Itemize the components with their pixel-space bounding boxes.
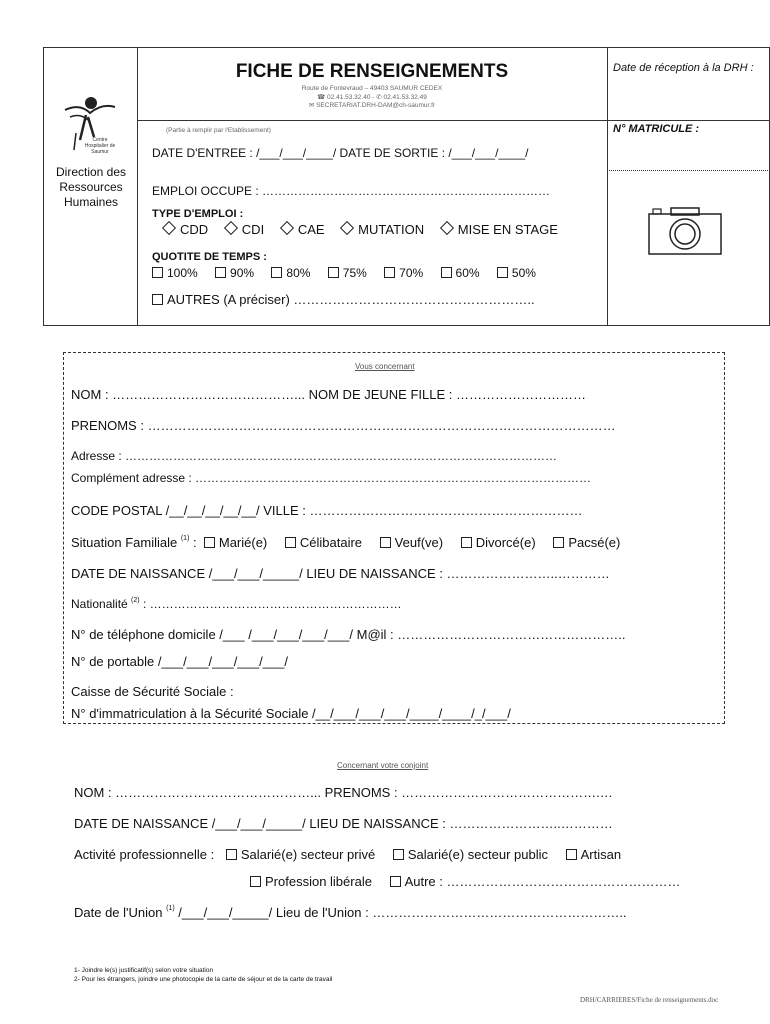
prenoms-field[interactable]: PRENOMS : ……………………………………………………………………………………………… (71, 418, 616, 433)
entry-exit-dates: DATE D'ENTREE : /___/___/____/ DATE DE SORTIE : /___/___/____/ (152, 146, 529, 160)
conjoint-naissance[interactable]: DATE DE NAISSANCE /___/___/_____/ LIEU DE NAISSANCE : ……………………..………… (74, 816, 613, 831)
checkbox-icon (328, 267, 339, 278)
quotite-options (152, 266, 550, 280)
situation-divorce[interactable]: Divorcé(e) (461, 535, 536, 550)
type-option-cdd[interactable]: CDD (164, 222, 208, 237)
checkbox-icon (497, 267, 508, 278)
type-emploi-label: TYPE D'EMPLOI : (152, 208, 244, 220)
portable-field[interactable]: N° de portable /___/___/___/___/___/ (71, 654, 288, 669)
quotite-70[interactable]: 70% (384, 266, 423, 280)
checkbox-icon (152, 294, 163, 305)
checkbox-icon (393, 849, 404, 860)
page-title: FICHE DE RENSEIGNEMENTS (235, 61, 509, 82)
checkbox-icon (461, 537, 472, 548)
diamond-icon (280, 221, 294, 235)
checkbox-icon (250, 876, 261, 887)
footnote-2: 2- Pour les étrangers, joindre une photocopie de la carte de séjour et de la carte de travail (74, 976, 333, 983)
footnote-ref: (1) (180, 535, 190, 542)
nationalite-field[interactable] (71, 597, 402, 611)
situation-celibataire[interactable]: Célibataire (285, 535, 362, 550)
checkbox-icon (285, 537, 296, 548)
situation-veuf[interactable]: Veuf(ve) (380, 535, 443, 550)
type-option-stage[interactable]: MISE EN STAGE (442, 222, 558, 237)
situation-label: Situation Familiale (71, 535, 178, 550)
union-fields: /___/___/_____/ Lieu de l'Union : ………………………………………………….. (178, 905, 627, 920)
emploi-occupe: EMPLOI OCCUPE : ……………………………………………………………… (152, 184, 551, 198)
footnote-1: 1- Joindre le(s) justificatif(s) selon votre situation (74, 967, 214, 974)
situation-pacse[interactable]: Pacsé(e) (553, 535, 620, 550)
nationalite-dots: : ……………………………………………………… (142, 597, 402, 611)
quotite-90[interactable]: 90% (215, 266, 254, 280)
checkbox-icon (553, 537, 564, 548)
situation-familiale: Situation Familiale $^{(1)}$ : Marié(e) Célibataire Veuf(ve) Divorcé(e) Pacsé(e) (71, 535, 621, 550)
date-lieu-union[interactable] (74, 905, 627, 920)
immatriculation-field[interactable]: N° d'immatriculation à la Sécurité Sociale /__/___/___/___/____/____/_/___/ (71, 706, 511, 721)
matricule-label: N° MATRICULE : (613, 123, 700, 135)
quotite-80[interactable]: 80% (271, 266, 310, 280)
conjoint-nom-prenoms[interactable]: NOM : ………………………………………... PRENOMS : ……………………………………….… (74, 785, 613, 800)
camera-icon (647, 206, 723, 261)
quotite-label: QUOTITE DE TEMPS : (152, 251, 267, 263)
conjoint-activite (74, 847, 621, 862)
type-option-mutation[interactable]: MUTATION (342, 222, 424, 237)
diamond-icon (224, 221, 238, 235)
caisse-securite-sociale: Caisse de Sécurité Sociale : (71, 684, 234, 699)
nom-field[interactable]: NOM : ……………………………………... NOM DE JEUNE FILLE : ………………………… (71, 387, 586, 402)
checkbox-icon (566, 849, 577, 860)
checkbox-icon (152, 267, 163, 278)
activite-autre[interactable]: Autre : ……………………………………………… (390, 874, 681, 889)
quotite-75[interactable]: 75% (328, 266, 367, 280)
activite-liberale[interactable]: Profession libérale (250, 874, 372, 889)
type-option-cdi[interactable]: CDI (226, 222, 264, 237)
activite-public[interactable]: Salarié(e) secteur public (393, 847, 548, 862)
quotite-50[interactable]: 50% (497, 266, 536, 280)
conjoint-section-title: Concernant votre conjoint (337, 761, 429, 770)
address-line-1: Route de Fontevraud – 49403 SAUMUR CEDEX (301, 85, 443, 92)
quotite-60[interactable]: 60% (441, 266, 480, 280)
address-line-3: ✉ SECRETARIAT.DRH-DAM@ch-saumur.fr (308, 102, 436, 109)
checkbox-icon (226, 849, 237, 860)
checkbox-icon (390, 876, 401, 887)
footnote-ref: (1) (166, 905, 175, 912)
checkbox-icon (204, 537, 215, 548)
telephone-mail-field[interactable]: N° de téléphone domicile /___ /___/___/___/___/ M@il : …………………………………………….. (71, 627, 626, 642)
diamond-icon (440, 221, 454, 235)
type-emploi-options (164, 222, 572, 237)
type-option-cae[interactable]: CAE (282, 222, 325, 237)
situation-marie[interactable]: Marié(e) (204, 535, 267, 550)
department-name: Direction des Ressources Humaines (55, 165, 127, 209)
checkbox-icon (384, 267, 395, 278)
quotite-autres[interactable]: AUTRES (A préciser) ……………………………………………….. (152, 292, 535, 307)
establishment-note: (Partie à remplir par l'Etablissement) (166, 127, 271, 134)
checkbox-icon (441, 267, 452, 278)
checkbox-icon (380, 537, 391, 548)
nationalite-label: Nationalité (71, 597, 128, 611)
activite-prive[interactable]: Salarié(e) secteur privé (226, 847, 375, 862)
diamond-icon (162, 221, 176, 235)
footnote-ref: (2) (131, 597, 140, 604)
vous-section-title: Vous concernant (355, 362, 415, 371)
adresse-field[interactable]: Adresse : ……………………………………………………………………………………………… (71, 449, 558, 463)
code-postal-ville-field[interactable]: CODE POSTAL /__/__/__/__/__/ VILLE : ……………………………………………………… (71, 503, 583, 518)
date-lieu-naissance[interactable]: DATE DE NAISSANCE /___/___/_____/ LIEU DE NAISSANCE : ……………………..………… (71, 566, 610, 581)
quotite-100[interactable]: 100% (152, 266, 198, 280)
complement-adresse-field[interactable]: Complément adresse : ……………………………………………………………………………………… (71, 471, 592, 485)
union-label: Date de l'Union (74, 905, 163, 920)
diamond-icon (340, 221, 354, 235)
checkbox-icon (271, 267, 282, 278)
logo-text: Centre Hospitalier de Saumur (84, 137, 116, 155)
activite-artisan[interactable]: Artisan (566, 847, 621, 862)
activite-label: Activité professionnelle : (74, 847, 215, 862)
checkbox-icon (215, 267, 226, 278)
reception-date-label: Date de réception à la DRH : (613, 62, 754, 74)
address-line-2: ☎ 02.41.53.32.40 - ✆ 02.41.53.32.49 (317, 94, 427, 101)
footer-reference: DRH/CARRIERES/Fiche de renseignements.doc (580, 996, 719, 1004)
conjoint-activite-2 (250, 874, 681, 889)
